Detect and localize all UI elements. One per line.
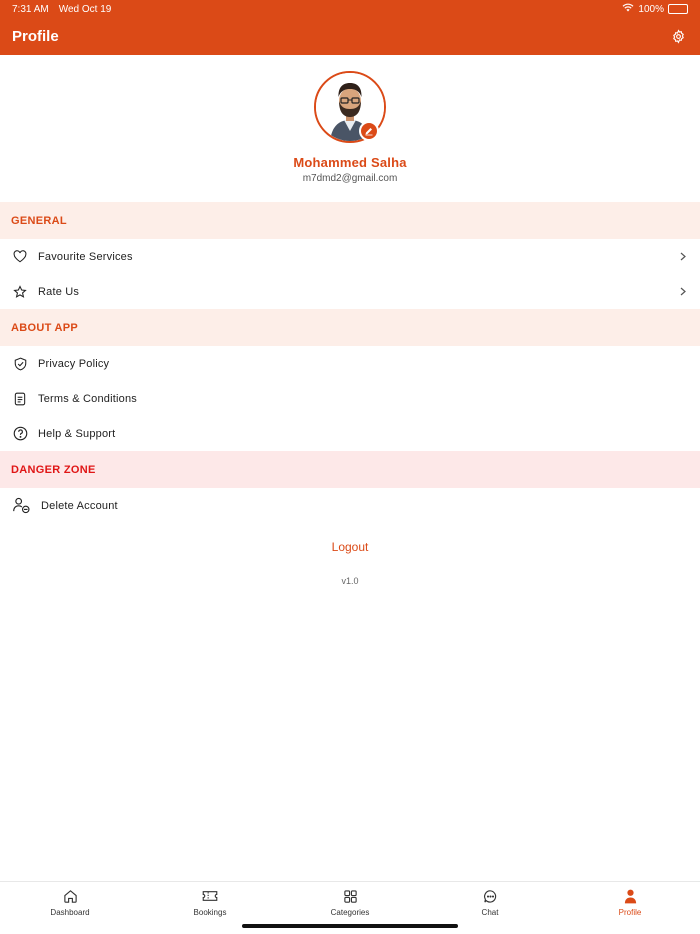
user-remove-icon [12, 497, 31, 514]
ticket-icon [202, 888, 218, 904]
home-indicator [242, 924, 458, 928]
rate-us-label: Rate Us [38, 285, 80, 298]
home-icon [62, 888, 78, 904]
section-header-about: ABOUT APP [0, 309, 700, 346]
tab-profile[interactable] [560, 882, 700, 934]
terms-conditions-label: Terms & Conditions [38, 392, 137, 405]
status-right [622, 3, 688, 15]
shield-check-icon [12, 356, 28, 372]
person-icon [622, 888, 638, 904]
status-time: 7:31 AM [12, 3, 49, 15]
tab-dashboard[interactable] [0, 882, 140, 934]
status-date: Wed Oct 19 [58, 3, 112, 15]
question-icon [12, 426, 28, 442]
edit-avatar-icon[interactable] [359, 121, 379, 141]
delete-account-label: Delete Account [41, 499, 118, 512]
section-header-general: GENERAL [0, 202, 700, 239]
logout-button[interactable]: Logout [331, 540, 369, 554]
profile-email: m7dmd2@gmail.com [302, 173, 398, 184]
privacy-policy-item[interactable] [0, 346, 700, 381]
battery-percent: 100% [638, 3, 664, 15]
chevron-right-icon [678, 252, 688, 262]
tab-chat-label: Chat [481, 908, 499, 917]
star-icon [12, 284, 28, 300]
terms-conditions-item[interactable] [0, 381, 700, 416]
status-bar [0, 0, 700, 18]
tab-categories-label: Categories [330, 908, 370, 917]
privacy-policy-label: Privacy Policy [38, 357, 110, 370]
page-title: Profile [12, 28, 59, 45]
tab-dashboard-label: Dashboard [50, 908, 90, 917]
favourite-services-item[interactable] [0, 239, 700, 274]
tab-bookings-label: Bookings [193, 908, 227, 917]
chat-icon [482, 888, 498, 904]
help-support-label: Help & Support [38, 427, 116, 440]
grid-icon [342, 888, 358, 904]
profile-header [0, 55, 700, 202]
document-icon [12, 391, 28, 407]
help-support-item[interactable] [0, 416, 700, 451]
delete-account-item[interactable] [0, 488, 700, 523]
wifi-icon [622, 3, 634, 15]
chevron-right-icon [678, 287, 688, 297]
battery-icon [668, 4, 688, 14]
profile-name: Mohammed Salha [293, 155, 407, 170]
section-header-danger: DANGER ZONE [0, 451, 700, 488]
tab-profile-label: Profile [618, 908, 642, 917]
app-bar [0, 18, 700, 55]
gear-icon[interactable] [668, 27, 688, 47]
favourite-services-label: Favourite Services [38, 250, 133, 263]
app-version: v1.0 [341, 576, 359, 586]
heart-icon [12, 249, 28, 265]
rate-us-item[interactable] [0, 274, 700, 309]
